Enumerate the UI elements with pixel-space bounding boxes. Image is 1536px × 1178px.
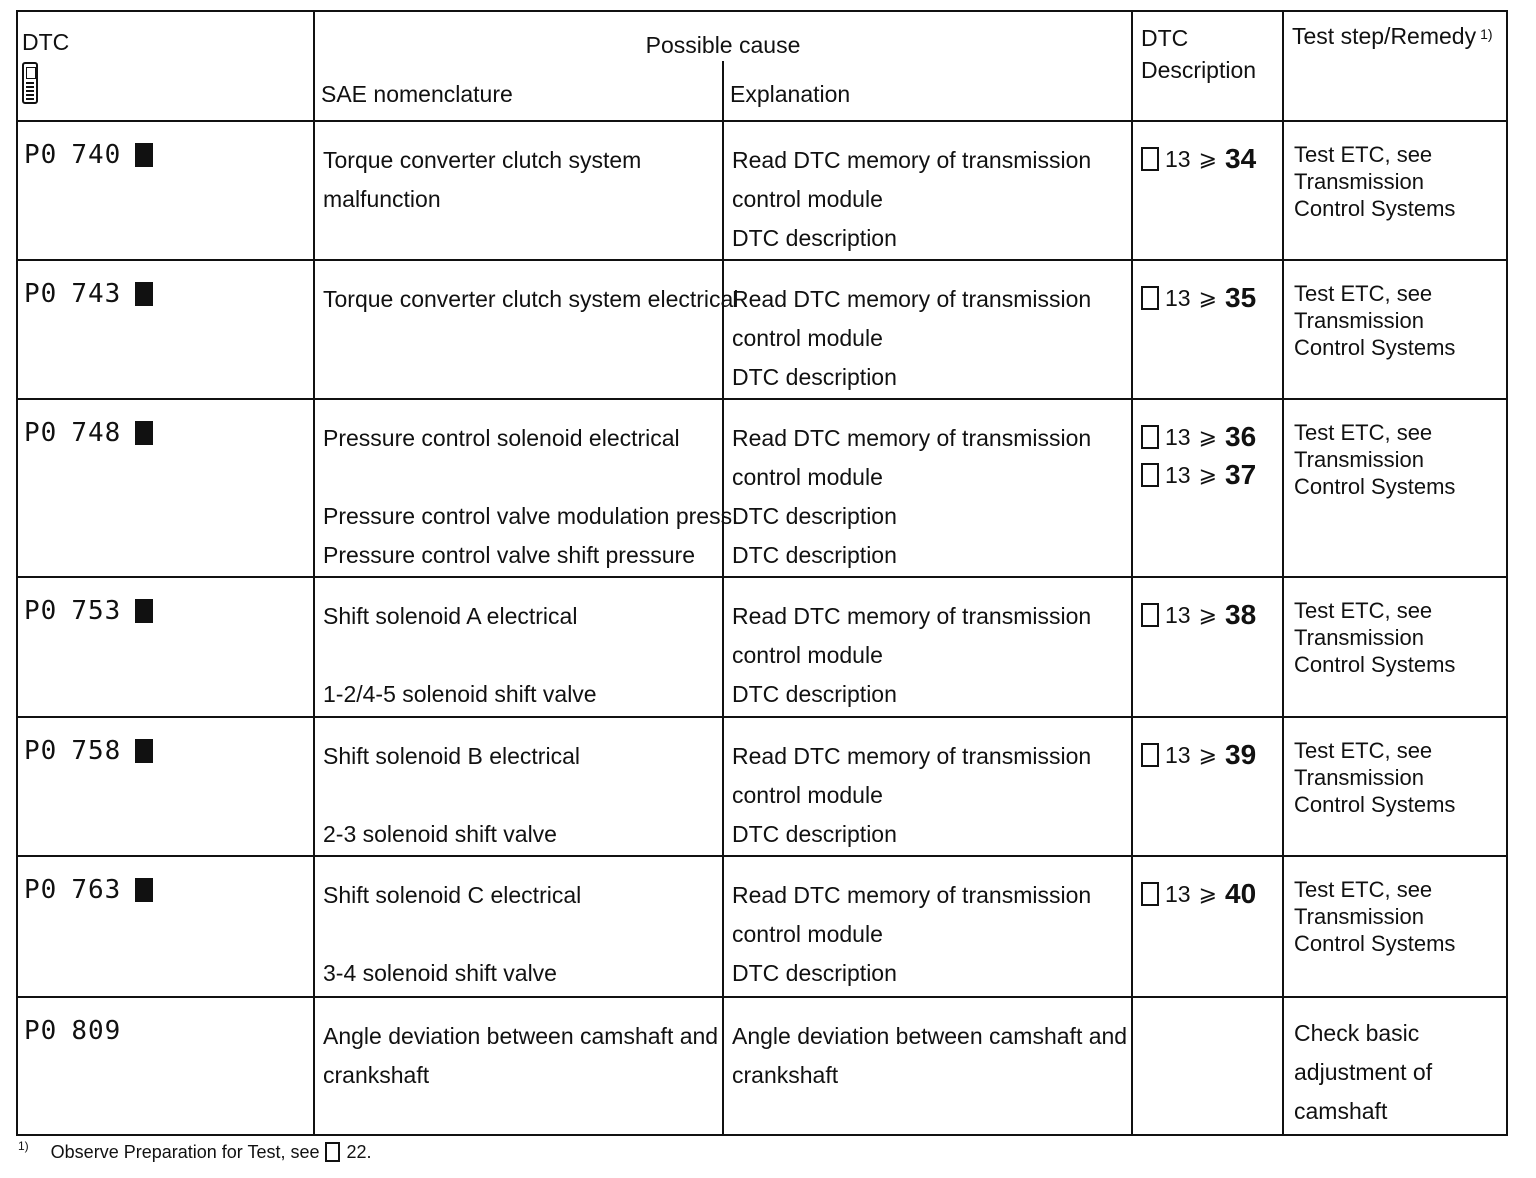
mil-lamp-icon [135,282,153,306]
dtc-code-number: 753 [71,596,122,627]
reference-book-number: 13 [1165,741,1191,768]
explanation-line: crankshaft [732,1061,839,1088]
sae-nomenclature-line: Shift solenoid B electrical [323,742,580,769]
sae-nomenclature-line: Pressure control solenoid electrical [323,425,680,451]
test-step-line: Transmission [1294,764,1425,790]
dtc-code-prefix: P0 [24,418,58,448]
explanation-line: Read DTC memory of transmission [732,742,1092,769]
dtc-description-cell [1132,399,1283,577]
explanation-cell [723,399,1132,577]
dtc-code-number: 740 [71,140,122,171]
explanation-cell [723,577,1132,716]
sae-nomenclature-line: Angle deviation between camshaft and [323,1022,719,1049]
table-row [17,577,1507,716]
dtc-code-number: 763 [71,875,122,906]
explanation-cell [723,121,1132,259]
dtc-code [24,418,153,448]
test-step-line: Check basic [1294,1019,1420,1046]
test-step-cell [1283,121,1507,259]
explanation-line: control module [732,324,883,351]
explanation-cell [723,717,1132,856]
test-step-line: adjustment of [1294,1058,1433,1085]
test-step-line: camshaft [1294,1097,1388,1124]
sae-nomenclature-cell [314,121,723,259]
header-desc-line-1: DTC [1141,25,1189,51]
description-reference[interactable] [1141,875,1282,913]
sae-nomenclature-cell [314,856,723,996]
dtc-code-cell [17,856,314,996]
dtc-code-prefix: P0 [24,1015,58,1046]
test-step-line: Control Systems [1294,652,1456,678]
greater-equal-arrow-icon: ⩾ [1198,602,1218,628]
test-step-cell [1283,717,1507,856]
dtc-description-cell [1132,856,1283,996]
book-reference-icon [1141,603,1159,627]
header-row-top [17,11,1507,61]
reference-book-number: 13 [1165,424,1191,450]
dtc-description-cell [1132,717,1283,856]
description-reference[interactable] [1141,418,1282,456]
explanation-line: Read DTC memory of transmission [732,147,1092,174]
dtc-code [24,875,153,905]
table-row [17,260,1507,399]
footnote-mark: 1) [18,1139,29,1153]
test-step-cell [1283,260,1507,399]
table-row [17,399,1507,577]
dtc-table [16,10,1508,1136]
explanation-line: DTC description [732,960,897,987]
test-step-line: Test ETC, see [1294,737,1433,763]
explanation-line: control module [732,186,883,213]
explanation-line: Read DTC memory of transmission [732,285,1092,312]
sae-nomenclature-cell [314,399,739,577]
dtc-code [24,596,153,626]
greater-equal-arrow-icon: ⩾ [1198,424,1218,449]
test-step-line: Control Systems [1294,791,1456,817]
header-explanation: Explanation [723,61,1132,121]
scan-tool-icon [22,62,38,104]
sae-nomenclature-line: 2-3 solenoid shift valve [323,820,557,847]
explanation-line: Angle deviation between camshaft and [732,1022,1128,1049]
footnote [18,1140,372,1164]
dtc-code-number: 743 [71,278,122,309]
dtc-code-number: 748 [71,418,122,448]
book-reference-icon [1141,463,1159,487]
description-reference[interactable] [1141,736,1282,774]
dtc-code [24,140,153,170]
dtc-code [24,279,153,309]
mil-lamp-icon [135,878,153,902]
explanation-line: Read DTC memory of transmission [732,425,1092,451]
sae-nomenclature-line: Pressure control valve shift pressure [323,542,695,568]
table-row [17,121,1507,259]
test-step-line: Test ETC, see [1294,598,1433,624]
reference-book-number: 13 [1165,146,1191,173]
explanation-line: DTC description [732,503,897,529]
description-reference[interactable] [1141,456,1282,494]
test-step-line: Test ETC, see [1294,877,1433,903]
footnote-ref: 22. [346,1142,372,1162]
greater-equal-arrow-icon: ⩾ [1198,741,1218,767]
dtc-sheet [16,10,1506,1136]
reference-page-number: 35 [1225,281,1257,313]
header-desc-line-2: Description [1141,57,1257,83]
greater-equal-arrow-icon: ⩾ [1198,881,1218,907]
dtc-code-prefix: P0 [24,596,58,627]
header-footnote-mark: 1) [1480,26,1493,42]
header-dtc-label: DTC [22,29,70,55]
dtc-description-cell [1132,997,1283,1135]
reference-page-number: 34 [1225,143,1257,175]
reference-page-number: 40 [1225,878,1257,910]
explanation-line: DTC description [732,225,897,252]
table-row [17,997,1507,1135]
table-row [17,717,1507,856]
table-row [17,856,1507,996]
dtc-code [24,736,153,766]
dtc-description-cell [1132,577,1283,716]
test-step-cell [1283,399,1507,577]
dtc-code-cell [17,997,314,1135]
reference-page-number: 39 [1225,738,1257,770]
explanation-line: DTC description [732,542,897,568]
reference-page-number: 37 [1225,459,1257,490]
test-step-line: Control Systems [1294,474,1456,499]
dtc-code-prefix: P0 [24,875,58,906]
sae-nomenclature-line: malfunction [323,186,441,213]
sae-nomenclature-line: Torque converter clutch system electrical [323,285,739,312]
reference-page-number: 38 [1225,599,1257,631]
test-step-line: Transmission [1294,447,1425,472]
greater-equal-arrow-icon: ⩾ [1198,462,1218,487]
sae-nomenclature-line: 3-4 solenoid shift valve [323,960,557,987]
test-step-cell [1283,997,1507,1135]
test-step-line: Test ETC, see [1294,420,1433,445]
dtc-code-cell [17,260,314,399]
sae-nomenclature-cell [314,997,723,1135]
header-dtc [17,11,314,121]
reference-book-number: 13 [1165,602,1191,629]
explanation-line: DTC description [732,681,897,708]
dtc-code-cell [17,577,314,716]
explanation-line: control module [732,921,883,948]
book-reference-icon [1141,147,1159,171]
explanation-line: DTC description [732,363,897,390]
dtc-code [24,1016,121,1046]
dtc-code-cell [17,717,314,856]
test-step-line: Control Systems [1294,931,1456,957]
dtc-code-number: 809 [71,1015,122,1046]
explanation-cell [723,260,1132,399]
mil-lamp-icon [135,739,153,763]
book-reference-icon [1141,882,1159,906]
dtc-code-prefix: P0 [24,140,58,171]
book-reference-icon [1141,286,1159,310]
test-step-cell [1283,577,1507,716]
greater-equal-arrow-icon: ⩾ [1198,284,1218,310]
sae-nomenclature-line: Shift solenoid A electrical [323,603,578,630]
sae-nomenclature-cell [314,717,723,856]
description-reference[interactable] [1141,279,1282,317]
sae-nomenclature-line: Pressure control valve modulation press. [323,503,739,529]
header-sae-nomenclature: SAE nomenclature [314,61,723,121]
sae-nomenclature-cell [314,577,723,716]
explanation-cell [723,997,1132,1135]
test-step-line: Transmission [1294,307,1425,333]
sae-nomenclature-line: Torque converter clutch system [323,147,642,174]
header-test-step [1283,11,1507,121]
reference-book-number: 13 [1165,462,1191,488]
explanation-cell [723,856,1132,996]
header-possible-cause: Possible cause [314,11,1132,61]
sae-nomenclature-line: crankshaft [323,1061,430,1088]
sae-nomenclature-line: 1-2/4-5 solenoid shift valve [323,681,597,708]
sae-nomenclature-cell [314,260,739,399]
explanation-line: control module [732,464,883,490]
dtc-code-cell [17,399,314,577]
explanation-line: Read DTC memory of transmission [732,603,1092,630]
dtc-code-prefix: P0 [24,278,58,309]
header-dtc-description [1132,11,1283,121]
header-test-step-label: Test step/Remedy [1292,23,1477,49]
test-step-line: Transmission [1294,169,1425,195]
mil-lamp-icon [135,143,153,167]
reference-book-number: 13 [1165,284,1191,311]
explanation-line: control module [732,781,883,808]
description-reference[interactable] [1141,596,1282,634]
book-reference-icon [325,1142,340,1162]
test-step-line: Test ETC, see [1294,280,1433,306]
dtc-code-prefix: P0 [24,735,58,766]
book-reference-icon [1141,743,1159,767]
book-reference-icon [1141,425,1159,449]
test-step-line: Transmission [1294,625,1425,651]
dtc-code-number: 758 [71,735,122,766]
explanation-line: Read DTC memory of transmission [732,882,1092,909]
reference-page-number: 36 [1225,421,1257,452]
mil-lamp-icon [135,599,153,623]
description-reference[interactable] [1141,140,1282,178]
explanation-line: DTC description [732,820,897,847]
test-step-cell [1283,856,1507,996]
dtc-code-cell [17,121,314,259]
sae-nomenclature-line: Shift solenoid C electrical [323,882,582,909]
reference-book-number: 13 [1165,881,1191,908]
test-step-line: Control Systems [1294,196,1456,222]
test-step-line: Control Systems [1294,334,1456,360]
test-step-line: Test ETC, see [1294,142,1433,168]
explanation-line: control module [732,642,883,669]
footnote-text: Observe Preparation for Test, see [50,1142,320,1162]
greater-equal-arrow-icon: ⩾ [1198,146,1218,172]
dtc-description-cell [1132,260,1283,399]
mil-lamp-icon [135,421,153,445]
test-step-line: Transmission [1294,904,1425,930]
dtc-description-cell [1132,121,1283,259]
